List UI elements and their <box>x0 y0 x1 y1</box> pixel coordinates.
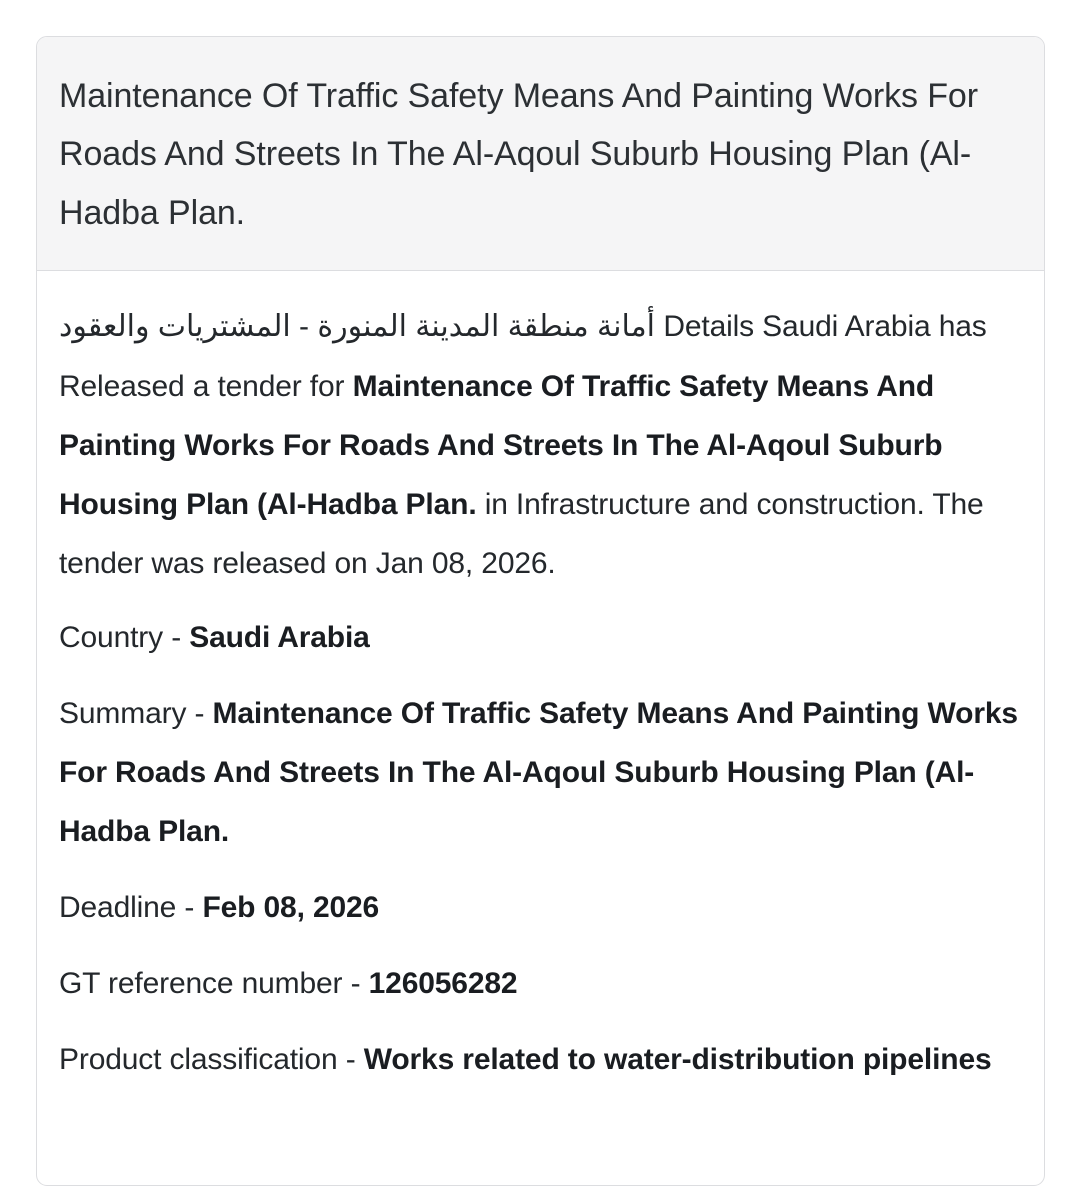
field-separator-gt-reference-number: - <box>350 967 361 1001</box>
card-header <box>37 37 1044 271</box>
field-label-gt-reference-number: GT reference number <box>59 967 343 1001</box>
field-separator-product-classification: - <box>345 1043 356 1077</box>
field-gt-reference-number <box>59 945 1022 1021</box>
field-separator-deadline: - <box>184 891 195 925</box>
field-value-product-classification: Works related to water-distribution pipelines <box>363 1043 992 1077</box>
field-label-country: Country <box>59 620 163 654</box>
field-label-summary: Summary <box>59 696 187 730</box>
description-tender-name: Maintenance Of Traffic Safety Means And Painting Works For Roads And Streets In The Al-Aqoul Suburb Housing Plan (Al-Hadba Plan. <box>59 369 943 521</box>
field-value-country: Saudi Arabia <box>189 620 370 654</box>
field-deadline <box>59 869 1022 945</box>
field-country <box>59 599 1022 675</box>
field-product-classification <box>59 1021 1022 1097</box>
field-summary <box>59 675 1022 869</box>
card-body <box>37 271 1044 1127</box>
field-value-deadline: Feb 08, 2026 <box>202 891 380 925</box>
tender-description-paragraph <box>59 297 1022 592</box>
organization-name-arabic: أمانة منطقة المدينة المنورة - المشتريات والعقود <box>59 310 655 344</box>
field-separator-country: - <box>171 620 182 654</box>
tender-details-card <box>36 36 1045 1186</box>
field-label-deadline: Deadline <box>59 891 177 925</box>
field-value-summary: Maintenance Of Traffic Safety Means And Painting Works For Roads And Streets In The Al-Aqoul Suburb Housing Plan (Al-Hadba Plan. <box>59 696 1018 849</box>
description-release-text: The tender was released on Jan 08, 2026. <box>59 487 984 580</box>
field-value-gt-reference-number: 126056282 <box>368 967 518 1001</box>
description-lead-text: Details Saudi Arabia has Released a tender for <box>59 310 987 403</box>
field-separator-summary: - <box>194 696 205 730</box>
description-sector-text: in Infrastructure and construction. <box>484 487 925 521</box>
page-title: Maintenance Of Traffic Safety Means And Painting Works For Roads And Streets In The Al-Aqoul Suburb Housing Plan (Al-Hadba Plan. <box>59 77 978 232</box>
field-label-product-classification: Product classification <box>59 1043 338 1077</box>
